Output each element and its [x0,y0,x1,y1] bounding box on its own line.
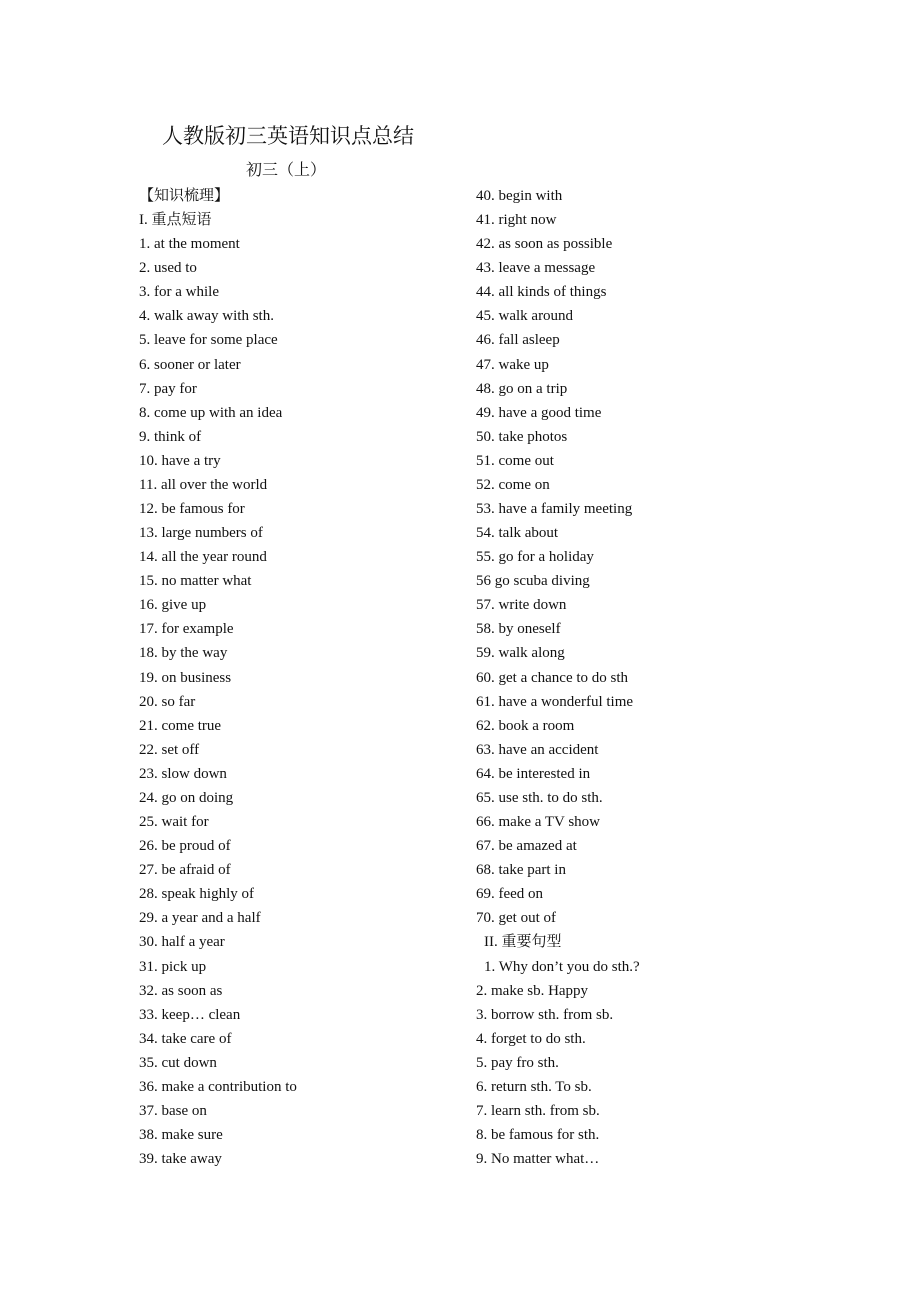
list-item: 65. use sth. to do sth. [476,789,603,806]
list-item: 20. so far [139,693,196,710]
list-item: 21. come true [139,717,222,734]
list-item: 50. take photos [476,428,568,445]
list-item: 63. have an accident [476,741,599,758]
list-item: 11. all over the world [139,476,268,493]
list-item: 19. on business [139,669,232,686]
list-item: 31. pick up [139,958,207,975]
list-item: 56 go scuba diving [476,573,590,590]
section-heading: II. 重要句型 [484,934,562,951]
list-item: 27. be afraid of [139,862,231,879]
list-item: 6. return sth. To sb. [476,1078,592,1095]
list-item: 66. make a TV show [476,814,601,831]
list-item: 45. walk around [476,308,574,325]
list-item: 2. make sb. Happy [476,982,589,999]
list-item: 6. sooner or later [139,356,241,373]
list-item: 29. a year and a half [139,910,261,927]
list-item: 62. book a room [476,717,575,734]
list-item: 42. as soon as possible [476,236,613,253]
document-subtitle: 初三（上） [246,162,327,179]
list-item: 10. have a try [139,452,221,469]
list-item: 26. be proud of [139,838,231,855]
list-item: 39. take away [139,1151,222,1168]
document-title: 人教版初三英语知识点总结 [162,124,414,148]
list-item: 55. go for a holiday [476,549,594,566]
list-item: 60. get a chance to do sth [476,669,629,686]
list-item: 13. large numbers of [139,525,263,542]
list-item: 8. come up with an idea [139,404,283,421]
list-item: 4. walk away with sth. [139,308,274,325]
list-item: 43. leave a message [476,260,596,277]
section-heading: 【知识梳理】 [139,188,230,204]
list-item: 59. walk along [476,645,565,662]
list-item: 44. all kinds of things [476,284,607,301]
list-item: 8. be famous for sth. [476,1127,600,1144]
list-item: 37. base on [139,1102,207,1119]
list-item: 48. go on a trip [476,380,568,397]
list-item: 23. slow down [139,765,227,782]
list-item: 9. think of [139,428,202,445]
list-item: 15. no matter what [139,573,252,590]
list-item: 5. pay fro sth. [476,1054,559,1071]
list-item: 64. be interested in [476,765,591,782]
list-item: 7. pay for [139,380,197,397]
list-item: 7. learn sth. from sb. [476,1102,600,1119]
list-item: 58. by oneself [476,621,561,638]
list-item: 14. all the year round [139,549,267,566]
list-item: 41. right now [476,212,557,229]
list-item: 24. go on doing [139,789,234,806]
list-item: 1. Why don’t you do sth.? [484,958,640,975]
list-item: 53. have a family meeting [476,501,633,518]
left-column [139,184,297,1171]
list-item: 70. get out of [476,910,556,927]
list-item: 52. come on [476,476,550,493]
right-column [476,184,640,1171]
list-item: 57. write down [476,597,567,614]
list-item: 30. half a year [139,934,225,951]
list-item: 33. keep… clean [139,1006,241,1023]
list-item: 4. forget to do sth. [476,1030,586,1047]
list-item: 2. used to [139,260,197,277]
list-item: 69. feed on [476,886,544,903]
list-item: 17. for example [139,621,234,638]
list-item: 34. take care of [139,1030,232,1047]
list-item: 18. by the way [139,645,228,662]
list-item: 16. give up [139,597,207,614]
list-item: 68. take part in [476,862,566,879]
list-item: 36. make a contribution to [139,1078,297,1095]
list-item: 61. have a wonderful time [476,693,634,710]
list-item: 1. at the moment [139,236,240,253]
list-item: 47. wake up [476,356,549,373]
list-item: 12. be famous for [139,501,245,518]
list-item: 25. wait for [139,814,209,831]
list-item: 54. talk about [476,525,559,542]
list-item: 67. be amazed at [476,838,577,855]
list-item: 32. as soon as [139,982,223,999]
list-item: 9. No matter what… [476,1151,600,1168]
list-item: 49. have a good time [476,404,602,421]
list-item: 5. leave for some place [139,332,278,349]
list-item: 40. begin with [476,188,563,204]
list-item: 3. for a while [139,284,219,301]
list-item: 35. cut down [139,1054,217,1071]
list-item: 38. make sure [139,1127,223,1144]
list-item: 3. borrow sth. from sb. [476,1006,614,1023]
list-item: 22. set off [139,741,200,758]
list-item: 51. come out [476,452,554,469]
section-heading: I. 重点短语 [139,212,212,229]
list-item: 28. speak highly of [139,886,254,903]
list-item: 46. fall asleep [476,332,560,349]
